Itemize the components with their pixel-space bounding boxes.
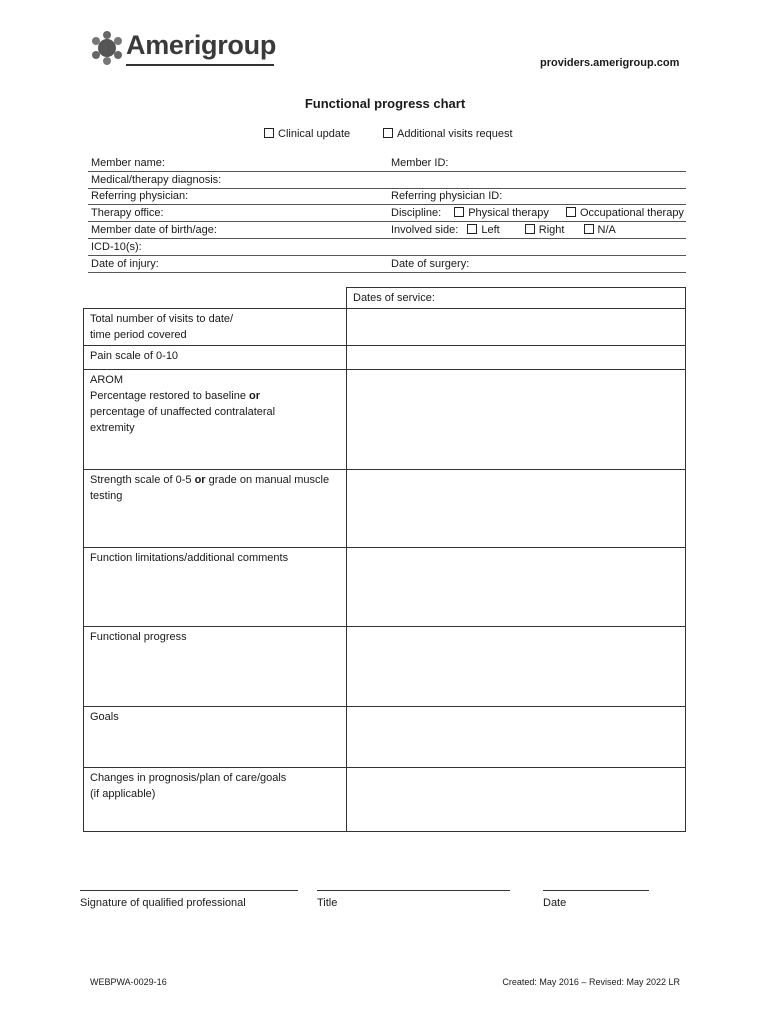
dates-of-service-header: Dates of service: bbox=[347, 288, 686, 309]
visits-entry-cell[interactable] bbox=[347, 309, 686, 346]
form-code: WEBPWA-0029-16 bbox=[90, 977, 167, 987]
clinical-update-label: Clinical update bbox=[278, 128, 351, 140]
title-label: Title bbox=[317, 897, 338, 909]
info-row-dates bbox=[88, 256, 686, 273]
table-row bbox=[84, 627, 686, 707]
visits-label-line1: Total number of visits to date/ bbox=[90, 313, 234, 325]
website-url[interactable]: providers.amerigroup.com bbox=[540, 57, 680, 69]
info-row-office bbox=[88, 205, 686, 222]
discipline-group bbox=[391, 207, 684, 219]
physical-therapy-checkbox[interactable] bbox=[454, 207, 464, 217]
involved-side-label: Involved side: bbox=[391, 224, 459, 236]
table-row bbox=[84, 548, 686, 627]
strength-line1b: grade on manual muscle bbox=[208, 474, 330, 486]
table-row bbox=[84, 288, 686, 309]
na-side-checkbox[interactable] bbox=[584, 224, 594, 234]
title-line[interactable] bbox=[317, 890, 510, 891]
strength-line2: testing bbox=[90, 490, 123, 502]
left-side-checkbox[interactable] bbox=[467, 224, 477, 234]
strength-label bbox=[84, 470, 347, 548]
pain-scale-label: Pain scale of 0-10 bbox=[84, 346, 347, 370]
form-title: Functional progress chart bbox=[304, 96, 466, 111]
functional-progress-entry-cell[interactable] bbox=[347, 627, 686, 707]
date-line[interactable] bbox=[543, 890, 649, 891]
referring-physician-id-field[interactable]: Referring physician ID: bbox=[391, 190, 503, 202]
therapy-office-field[interactable]: Therapy office: bbox=[91, 207, 164, 219]
info-row-dob bbox=[88, 222, 686, 239]
info-row-diagnosis bbox=[88, 172, 686, 189]
arom-line4: extremity bbox=[90, 422, 135, 434]
changes-line1: Changes in prognosis/plan of care/goals bbox=[90, 772, 287, 784]
goals-entry-cell[interactable] bbox=[347, 707, 686, 768]
signature-line[interactable] bbox=[80, 890, 298, 891]
visits-label-line2: time period covered bbox=[90, 329, 187, 341]
visits-label bbox=[84, 309, 347, 346]
arom-entry-cell[interactable] bbox=[347, 370, 686, 470]
date-label: Date bbox=[543, 897, 567, 909]
discipline-label: Discipline: bbox=[391, 207, 442, 219]
na-side-label: N/A bbox=[597, 224, 616, 236]
right-side-label: Right bbox=[538, 224, 565, 236]
limitations-entry-cell[interactable] bbox=[347, 548, 686, 627]
changes-label bbox=[84, 768, 347, 832]
member-name-field[interactable]: Member name: bbox=[91, 157, 165, 169]
strength-or: or bbox=[194, 474, 206, 486]
functional-progress-label: Functional progress bbox=[84, 627, 347, 707]
left-side-label: Left bbox=[481, 224, 500, 236]
clinical-update-option[interactable] bbox=[264, 128, 350, 140]
table-row bbox=[84, 768, 686, 832]
arom-line2: Percentage restored to baseline bbox=[90, 390, 246, 402]
info-row-physician bbox=[88, 188, 686, 205]
member-dob-field[interactable]: Member date of birth/age: bbox=[91, 224, 217, 236]
occupational-therapy-label: Occupational therapy bbox=[579, 207, 684, 219]
table-row bbox=[84, 370, 686, 470]
additional-visits-option[interactable] bbox=[383, 128, 513, 140]
table-row bbox=[84, 470, 686, 548]
table-row bbox=[84, 309, 686, 346]
info-row-icd bbox=[88, 239, 686, 256]
amerigroup-logo bbox=[90, 28, 276, 70]
logo-mark-icon bbox=[90, 30, 124, 66]
goals-label: Goals bbox=[84, 707, 347, 768]
brand-name: Amerigroup bbox=[126, 30, 277, 60]
table-corner bbox=[84, 288, 347, 309]
member-id-field[interactable]: Member ID: bbox=[391, 157, 449, 169]
additional-visits-checkbox[interactable] bbox=[383, 128, 393, 138]
signature-label: Signature of qualified professional bbox=[80, 897, 246, 909]
referring-physician-field[interactable]: Referring physician: bbox=[91, 190, 189, 202]
occupational-therapy-checkbox[interactable] bbox=[566, 207, 576, 217]
progress-table bbox=[83, 287, 686, 832]
date-of-injury-field[interactable]: Date of injury: bbox=[91, 258, 159, 270]
physical-therapy-label: Physical therapy bbox=[468, 207, 549, 219]
strength-entry-cell[interactable] bbox=[347, 470, 686, 548]
pain-scale-entry-cell[interactable] bbox=[347, 346, 686, 370]
strength-line1a: Strength scale of 0-5 bbox=[90, 474, 192, 486]
limitations-label: Function limitations/additional comments bbox=[84, 548, 347, 627]
involved-side-group bbox=[391, 224, 616, 236]
date-of-surgery-field[interactable]: Date of surgery: bbox=[391, 258, 470, 270]
table-row bbox=[84, 707, 686, 768]
right-side-checkbox[interactable] bbox=[525, 224, 535, 234]
arom-line3: percentage of unaffected contralateral bbox=[90, 406, 276, 418]
arom-line1: AROM bbox=[90, 374, 123, 386]
revision-dates: Created: May 2016 – Revised: May 2022 LR bbox=[502, 977, 680, 987]
changes-entry-cell[interactable] bbox=[347, 768, 686, 832]
arom-label bbox=[84, 370, 347, 470]
additional-visits-label: Additional visits request bbox=[397, 128, 513, 140]
table-row bbox=[84, 346, 686, 370]
clinical-update-checkbox[interactable] bbox=[264, 128, 274, 138]
logo-underline bbox=[126, 64, 274, 66]
changes-line2: (if applicable) bbox=[90, 788, 156, 800]
info-row-member bbox=[88, 155, 686, 172]
arom-or: or bbox=[249, 390, 260, 402]
diagnosis-field[interactable]: Medical/therapy diagnosis: bbox=[91, 174, 222, 186]
icd-field[interactable]: ICD-10(s): bbox=[91, 241, 142, 253]
